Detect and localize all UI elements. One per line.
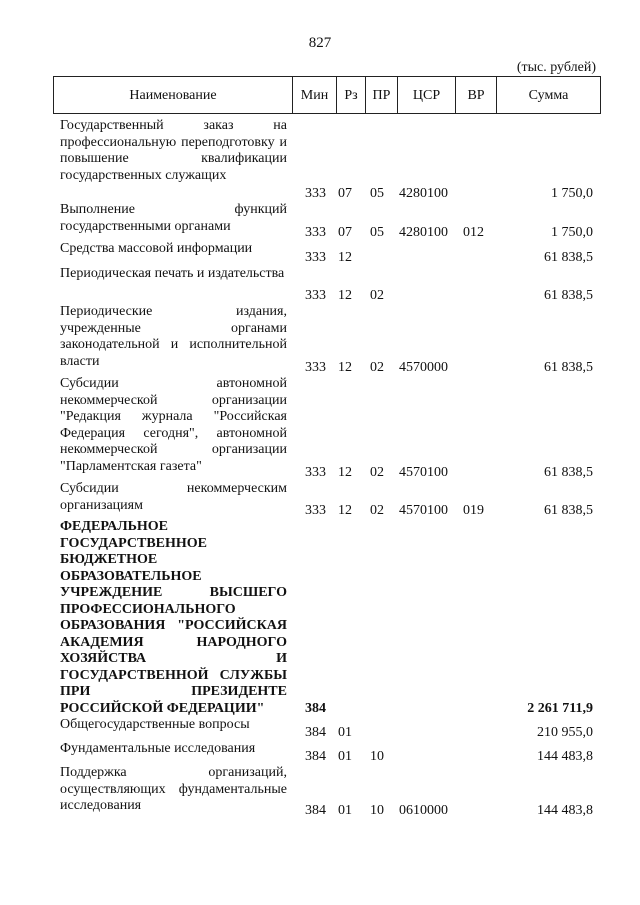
table-row: [0, 118, 640, 202]
row-sum: 61 838,5: [544, 287, 593, 303]
table-row: [0, 741, 640, 765]
row-pr: 02: [370, 287, 384, 303]
row-name: Государственный заказ на профессиональную переподготовку и повышение квалификации государственных служащих: [60, 118, 287, 183]
row-pr: 02: [370, 359, 384, 375]
row-min: 333: [305, 224, 326, 240]
row-min: 384: [305, 724, 326, 740]
row-sum: 1 750,0: [551, 185, 593, 201]
row-name: Поддержка организаций, осуществляющих фундаментальные исследования: [60, 765, 287, 813]
row-sum: 1 750,0: [551, 224, 593, 240]
table-row: [0, 717, 640, 741]
row-rz: 12: [338, 502, 352, 518]
row-name: Выполнение функций государственными органами: [60, 202, 287, 234]
row-pr: 05: [370, 185, 384, 201]
row-sum: 144 483,8: [537, 748, 593, 764]
row-min: 333: [305, 464, 326, 480]
row-pr: 10: [370, 802, 384, 818]
header-csr: ЦСР: [412, 88, 441, 103]
row-csr: 4570000: [399, 359, 448, 375]
header-vr: ВР: [467, 88, 485, 103]
row-csr: 4570100: [399, 464, 448, 480]
row-min: 333: [305, 249, 326, 265]
row-rz: 12: [338, 249, 352, 265]
budget-table: [0, 118, 640, 819]
row-sum: 61 838,5: [544, 502, 593, 518]
row-min: 333: [305, 359, 326, 375]
header-sum: Сумма: [528, 88, 569, 103]
table-row: [0, 519, 640, 717]
units-label: (тыс. рублей): [516, 60, 596, 75]
row-sum: 61 838,5: [544, 249, 593, 265]
row-min: 384: [305, 700, 326, 716]
row-min: 384: [305, 748, 326, 764]
table-row: [0, 202, 640, 241]
row-csr: 4280100: [399, 224, 448, 240]
row-name: Средства массовой информации: [60, 241, 253, 256]
row-sum: 210 955,0: [537, 724, 593, 740]
table-row: [0, 481, 640, 519]
row-name: Периодические издания, учрежденные органами законодательной и исполнительной власти: [60, 304, 287, 369]
row-name: Субсидии некоммерческим организациям: [60, 481, 287, 513]
row-sum: 2 261 711,9: [527, 700, 593, 716]
row-min: 333: [305, 287, 326, 303]
table-row: [0, 266, 640, 304]
row-name: Периодическая печать и издательства: [60, 266, 285, 281]
row-pr: 02: [370, 464, 384, 480]
row-sum: 61 838,5: [544, 464, 593, 480]
row-sum: 144 483,8: [537, 802, 593, 818]
row-rz: 01: [338, 802, 352, 818]
row-csr: 4280100: [399, 185, 448, 201]
table-row: [0, 304, 640, 376]
row-name: Общегосударственные вопросы: [60, 717, 250, 732]
row-min: 384: [305, 802, 326, 818]
row-name: Субсидии автономной некоммерческой организации "Редакция журнала "Российская Федерация сегодня", автономной некоммерческой организации "Парламентская газета": [60, 376, 287, 474]
row-rz: 07: [338, 185, 352, 201]
header-min: Мин: [300, 88, 329, 103]
table-row: [0, 765, 640, 819]
header-pr: ПР: [372, 88, 391, 103]
row-name: Фундаментальные исследования: [60, 741, 256, 756]
table-row: [0, 376, 640, 481]
row-name: ФЕДЕРАЛЬНОЕ ГОСУДАРСТВЕННОЕ БЮДЖЕТНОЕ ОБРАЗОВАТЕЛЬНОЕ УЧРЕЖДЕНИЕ ВЫСШЕГО ПРОФЕССИОНАЛЬНОГО ОБРАЗОВАНИЯ "РОССИЙСКАЯ АКАДЕМИЯ НАРОДНОГО ХОЗЯЙСТВА И ГОСУДАРСТВЕННОЙ СЛУЖБЫ ПРИ ПРЕЗИДЕНТЕ РОССИЙСКОЙ ФЕДЕРАЦИИ": [60, 519, 287, 716]
row-csr: 4570100: [399, 502, 448, 518]
table-row: [0, 241, 640, 266]
row-rz: 01: [338, 724, 352, 740]
header-name: Наименование: [129, 88, 217, 103]
page-number: 827: [308, 35, 332, 51]
row-rz: 12: [338, 287, 352, 303]
row-rz: 07: [338, 224, 352, 240]
row-sum: 61 838,5: [544, 359, 593, 375]
row-rz: 01: [338, 748, 352, 764]
row-min: 333: [305, 185, 326, 201]
row-pr: 10: [370, 748, 384, 764]
row-pr: 02: [370, 502, 384, 518]
header-rz: Рз: [344, 88, 358, 103]
row-rz: 12: [338, 464, 352, 480]
row-csr: 0610000: [399, 802, 448, 818]
row-rz: 12: [338, 359, 352, 375]
row-vr: 012: [463, 224, 484, 240]
table-header: [53, 76, 601, 114]
row-min: 333: [305, 502, 326, 518]
row-vr: 019: [463, 502, 484, 518]
row-pr: 05: [370, 224, 384, 240]
